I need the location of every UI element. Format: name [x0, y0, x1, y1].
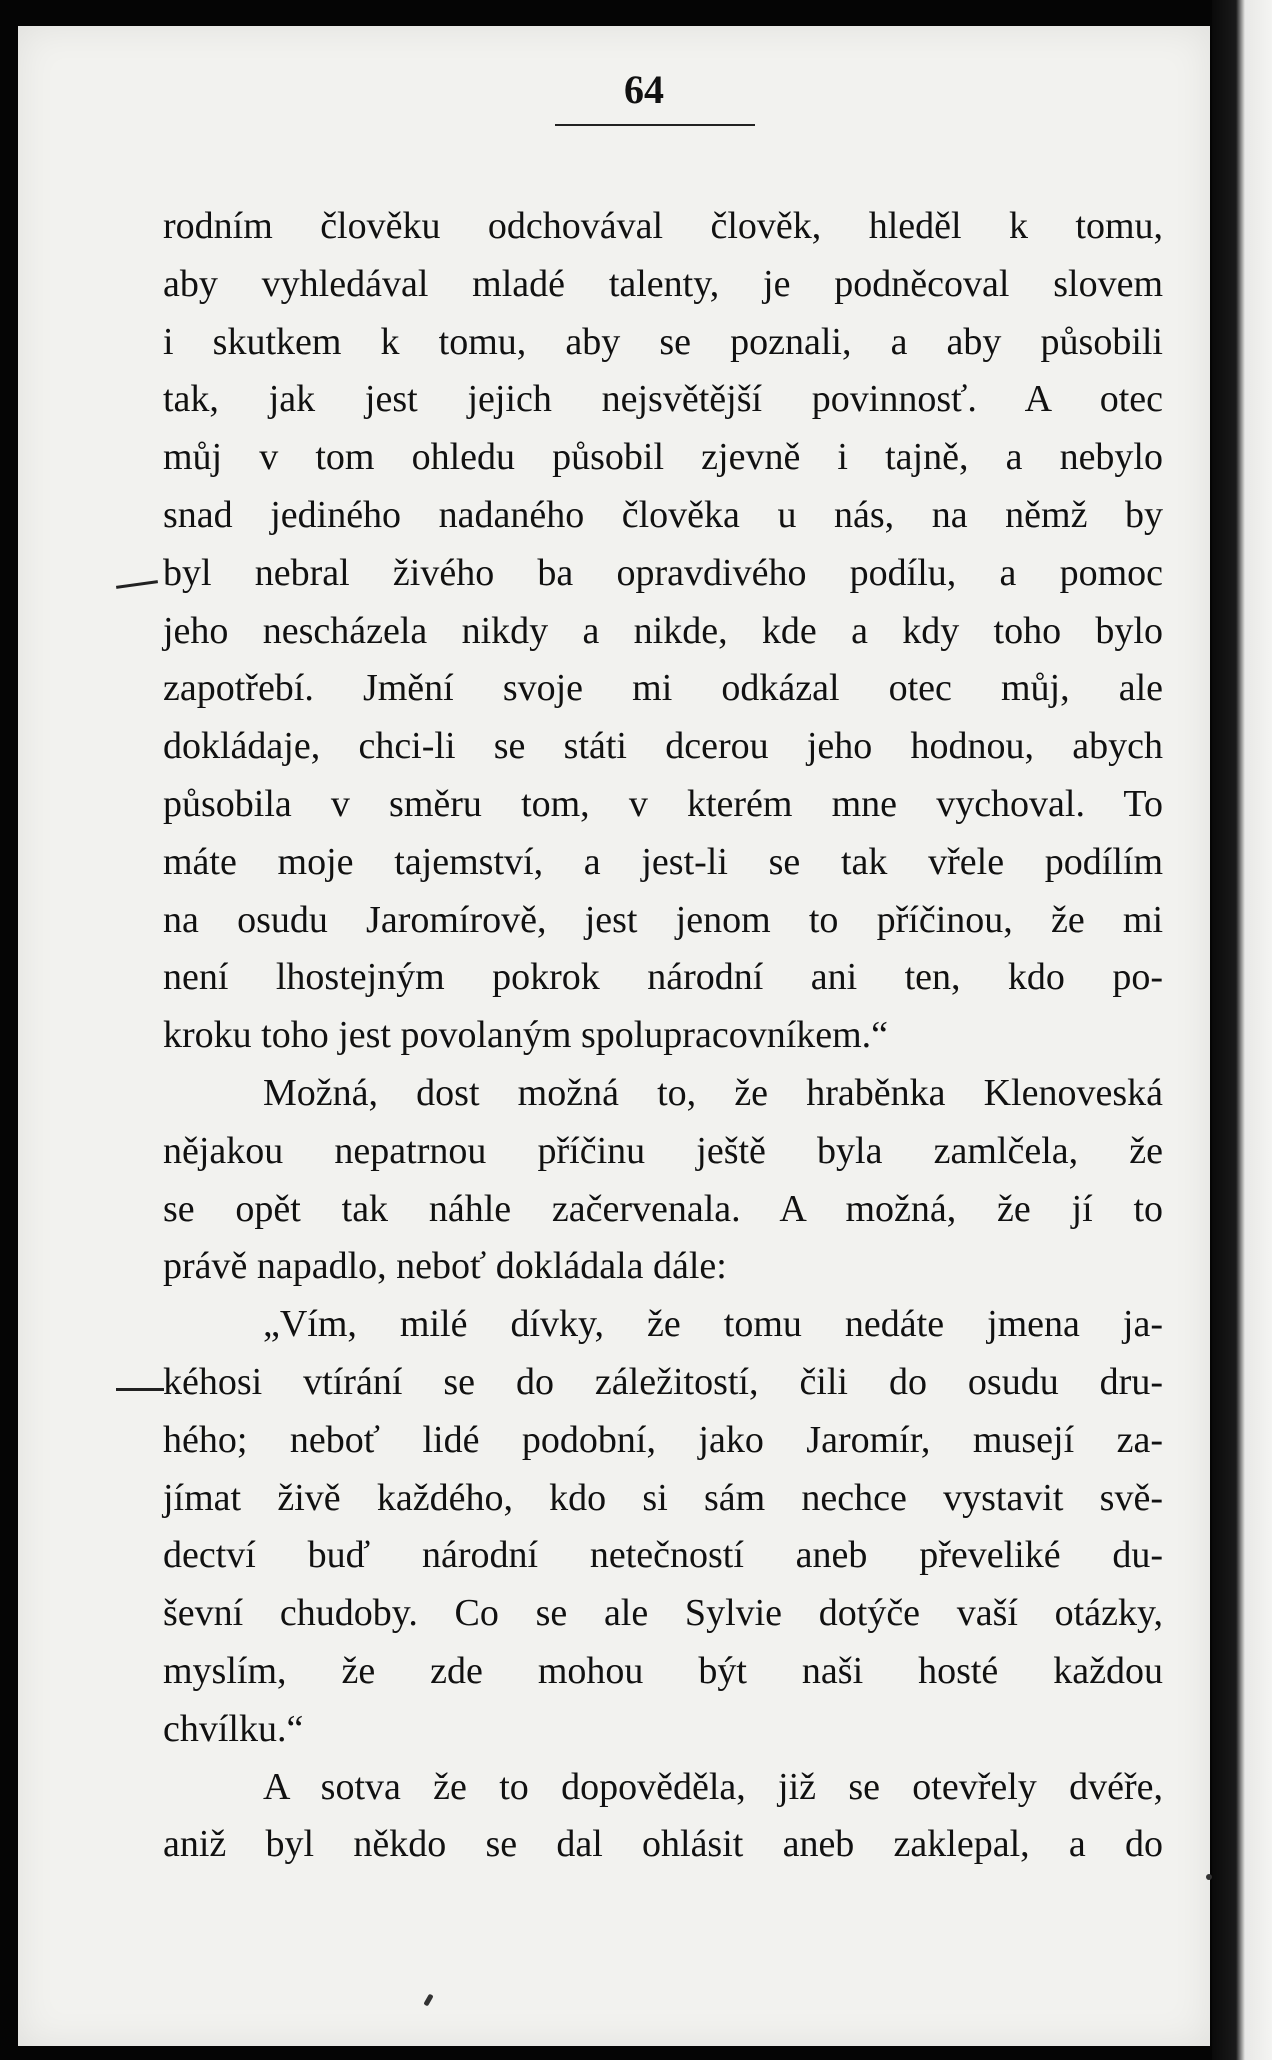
text-line: A sotva že to dopověděla, již se otevřely dvéře, — [263, 1765, 1163, 1808]
body-text — [163, 198, 1163, 1874]
text-line: dectví buď národní netečností aneb převeliké du- — [163, 1534, 1163, 1577]
text-line: jímat živě každého, kdo si sám nechce vystavit svě- — [163, 1476, 1163, 1519]
text-line: jeho nescházela nikdy a nikde, kde a kdy toho bylo — [163, 609, 1163, 652]
text-line: ševní chudoby. Co se ale Sylvie dotýče vaší otázky, — [163, 1592, 1163, 1635]
text-line: dokládaje, chci-li se státi dcerou jeho hodnou, abych — [163, 725, 1163, 768]
text-line: kéhosi vtírání se do záležitostí, čili do osudu dru- — [163, 1360, 1163, 1403]
ink-speck — [423, 1994, 433, 2007]
text-line: nějakou nepatrnou příčinu ještě byla zamlčela, že — [163, 1129, 1163, 1172]
margin-mark — [116, 1388, 164, 1391]
margin-mark — [116, 580, 158, 589]
text-line: „Vím, milé dívky, že tomu nedáte jmena ja- — [263, 1303, 1163, 1346]
text-line: i skutkem k tomu, aby se poznali, a aby působili — [163, 320, 1163, 363]
text-line: není lhostejným pokrok národní ani ten, kdo po- — [163, 956, 1163, 999]
text-line: působila v směru tom, v kterém mne vychoval. To — [163, 782, 1163, 825]
text-line: rodním člověku odchovával člověk, hleděl k tomu, — [163, 205, 1163, 247]
ink-speck — [1206, 1874, 1212, 1880]
text-line: chvílku.“ — [163, 1707, 304, 1750]
header-rule — [555, 124, 755, 126]
text-line: hého; neboť lidé podobní, jako Jaromír, musejí za- — [163, 1418, 1163, 1461]
text-line: kroku toho jest povolaným spolupracovníkem.“ — [163, 1014, 889, 1057]
text-line: tak, jak jest jejich nejsvětější povinnosť. A otec — [163, 378, 1163, 421]
text-line: aniž byl někdo se dal ohlásit aneb zaklepal, a do — [163, 1823, 1163, 1866]
text-line: Možná, dost možná to, že hraběnka Klenoveská — [263, 1071, 1163, 1114]
text-line: byl nebral živého ba opravdivého podílu, a pomoc — [163, 551, 1163, 594]
text-line: na osudu Jaromírově, jest jenom to příčinou, že mi — [163, 898, 1163, 941]
book-page — [18, 26, 1210, 2046]
text-line: se opět tak náhle začervenala. A možná, že jí to — [163, 1187, 1163, 1230]
text-line: zapotřebí. Jmění svoje mi odkázal otec můj, ale — [163, 667, 1163, 710]
text-line: máte moje tajemství, a jest-li se tak vřele podílím — [163, 840, 1163, 883]
page-edge-shadow — [1212, 0, 1272, 2060]
text-line: snad jediného nadaného člověka u nás, na němž by — [163, 493, 1163, 536]
page-number: 64 — [624, 67, 664, 112]
text-line: myslím, že zde mohou být naši hosté každou — [163, 1649, 1163, 1692]
text-line: právě napadlo, neboť dokládala dále: — [163, 1245, 727, 1288]
text-line: aby vyhledával mladé talenty, je podněcoval slovem — [163, 262, 1163, 305]
text-line: můj v tom ohledu působil zjevně i tajně, a nebylo — [163, 436, 1163, 479]
